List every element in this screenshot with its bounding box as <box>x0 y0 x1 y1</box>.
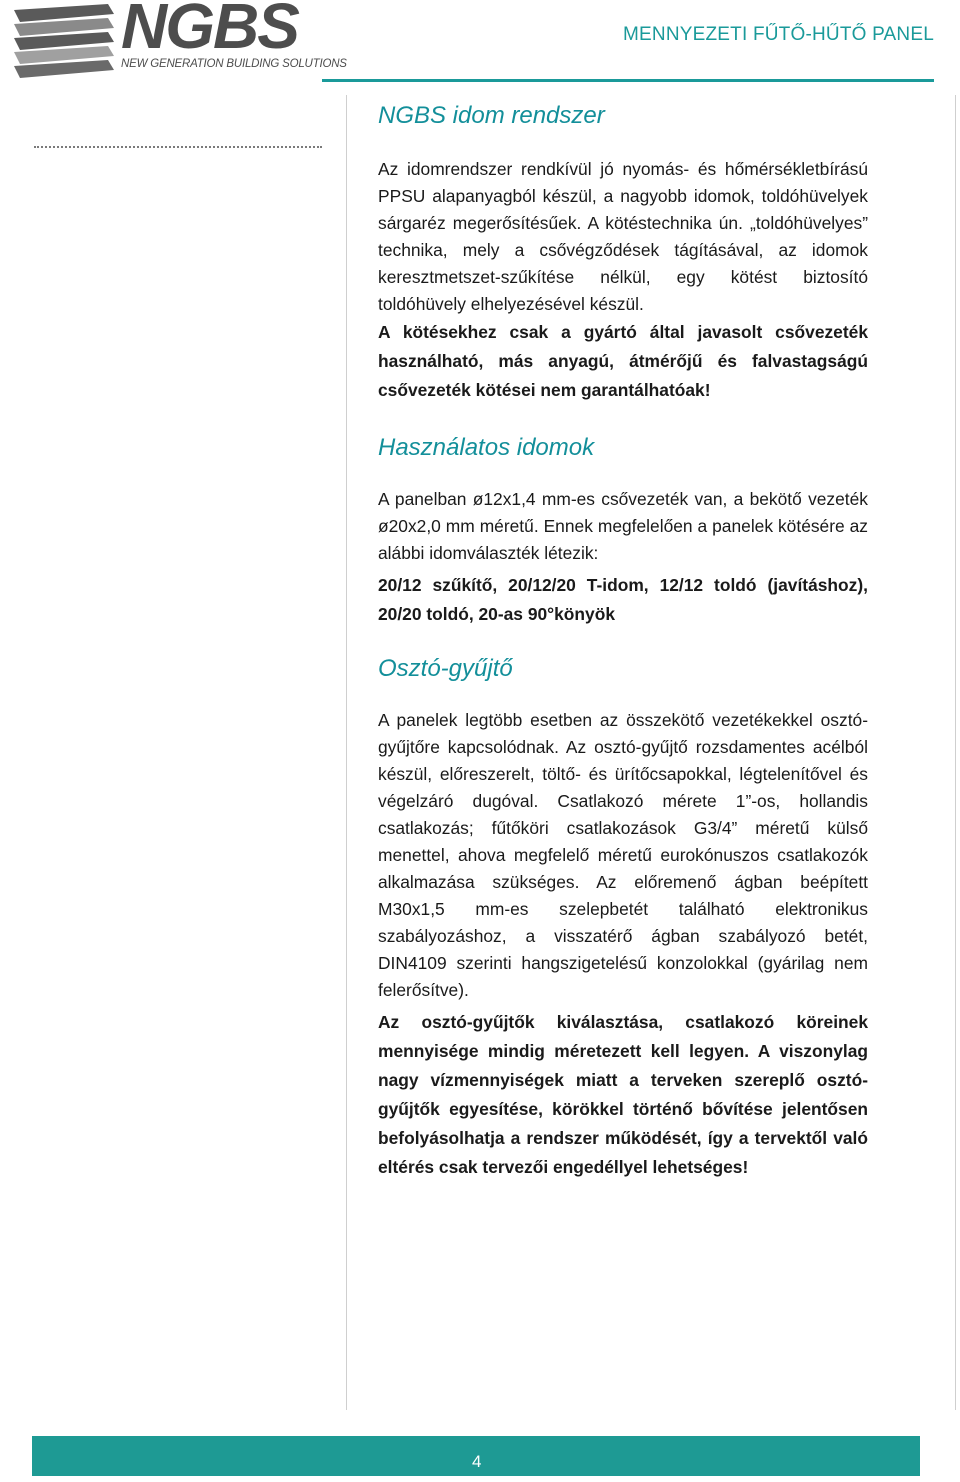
right-column-rule <box>955 95 956 1410</box>
logo-wordmark: NGBS <box>121 0 298 62</box>
paragraph-hasznalatos-idomok: A panelban ø12x1,4 mm-es csővezeték van, a bekötő vezeték ø20x2,0 mm méretű. Ennek megfelelően a panelek kötésére az alábbi idomválaszték létezik: <box>378 489 868 563</box>
section-heading-hasznalatos-idomok: Használatos idomok <box>378 434 595 461</box>
margin-dotted-rule <box>34 146 322 148</box>
header-rule <box>322 79 934 82</box>
paragraph-idom-list: 20/12 szűkítő, 20/12/20 T-idom, 12/12 toldó (javításhoz), 20/20 toldó, 20-as 90°könyök <box>378 575 868 624</box>
logo-stack-icon <box>8 0 116 80</box>
ngbs-logo <box>8 0 347 80</box>
paragraph-oszto-gyujto: A panelek legtöbb esetben az összekötő vezetékekkel osztó-gyűjtőre kapcsolódnak. Az osztó-gyűjtő rozsdamentes acélból készül, előreszerelt, töltő- és ürítőcsapokkal, légtelenítővel és végelzáró dugóval. Csatlakozó mérete 1”-os, hollandis csatlakozás; fűtőköri csatlakozások G3/4” méretű külső menettel, ahova megfelelő méretű eurokónuszos csatlakozók alkalmazása szükséges. Az előremenő ágban beépített M30x1,5 mm-es szelepbetét található elektronikus szabályozáshoz, a visszatérő ágban szabályozó betét, DIN4109 szerinti hangszigetelésű konzolokkal (gyárilag nem felerősítve). <box>378 710 868 1000</box>
paragraph-idom-rendszer: Az idomrendszer rendkívül jó nyomás- és hőmérsékletbírású PPSU alapanyagból készül, a nagyobb idomok, toldóhüvelyek sárgaréz megerősítésűek. A kötéstechnika ún. „toldóhüvelyes” technika, mely a csővégződések tágításával, az idomok keresztmetszet-szűkítése nélkül, egy kötést biztosító toldóhüvely elhelyezésével készül. <box>378 159 868 314</box>
section-heading-oszto-gyujto: Osztó-gyűjtő <box>378 655 513 682</box>
main-content <box>378 100 868 1182</box>
logo-tagline: NEW GENERATION BUILDING SOLUTIONS <box>121 58 347 70</box>
left-column-rule <box>346 95 347 1410</box>
header-title: MENNYEZETI FŰTŐ-HŰTŐ PANEL <box>623 24 934 45</box>
section-heading-idom-rendszer: NGBS idom rendszer <box>378 102 605 129</box>
paragraph-oszto-gyujto-warning: Az osztó-gyűjtők kiválasztása, csatlakozó köreinek mennyisége mindig méretezett kell legyen. A viszonylag nagy vízmennyiségek miatt a terveken szereplő osztó-gyűjtők egyesítése, körökkel történő bővítése jelentősen befolyásolhatja a rendszer működését, így a tervektől való eltérés csak tervezői engedéllyel lehetséges! <box>378 1012 868 1177</box>
page-number: 4 <box>472 1452 482 1471</box>
paragraph-idom-warning: A kötésekhez csak a gyártó által javasolt csővezeték használható, más anyagú, átmérőjű és falvastagságú csővezeték kötései nem garantálhatóak! <box>378 322 868 400</box>
